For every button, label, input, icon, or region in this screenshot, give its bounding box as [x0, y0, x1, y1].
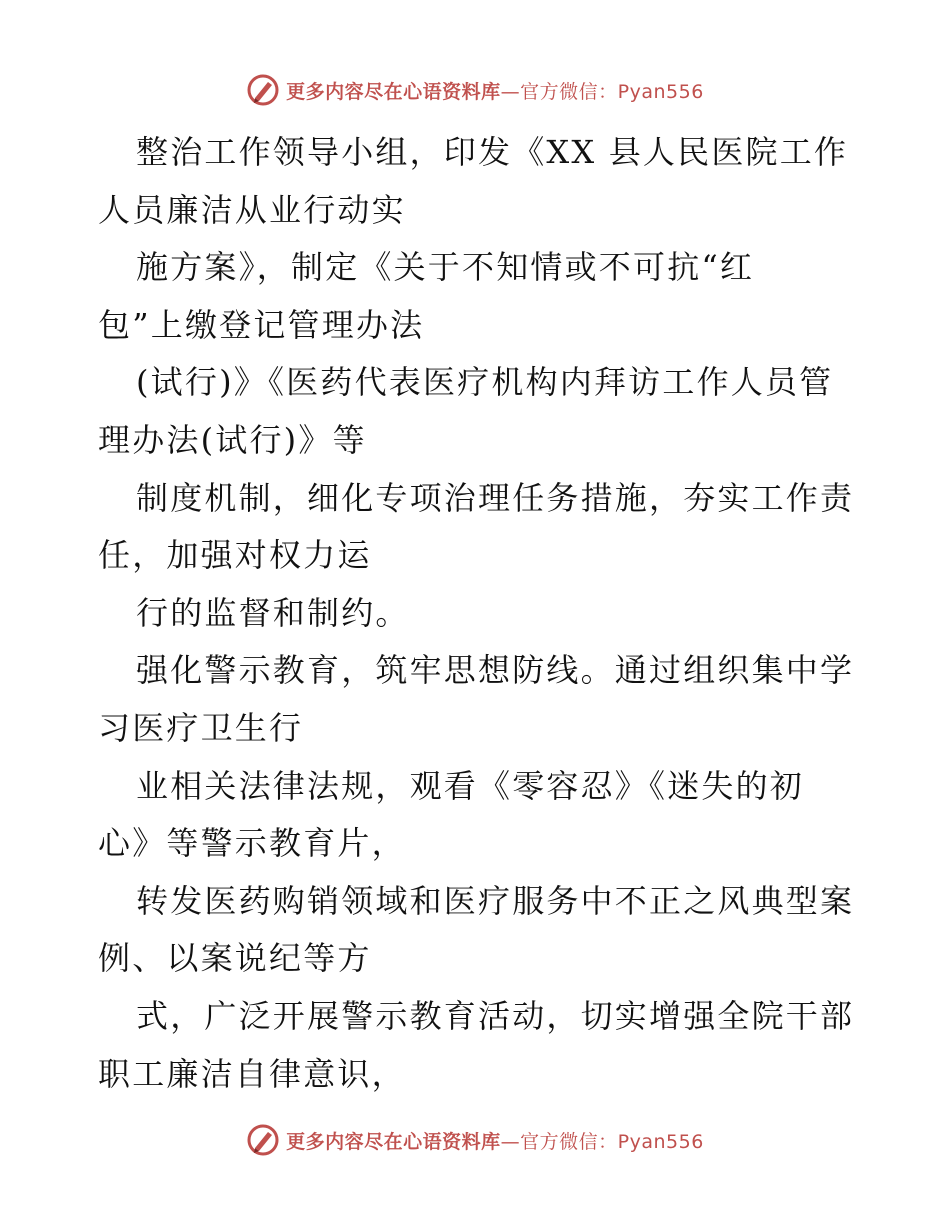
- body-line: 施方案》，制定《关于不知情或不可抗“红: [136, 248, 755, 287]
- pen-logo-icon: [246, 73, 280, 107]
- body-line: 例、以案说纪等方: [98, 939, 372, 978]
- body-line: 整治工作领导小组，印发《XX 县人民医院工作: [136, 133, 849, 171]
- body-line: 心》等警示教育片，: [98, 824, 406, 863]
- body-line: 人员廉洁从业行动实: [98, 190, 406, 229]
- header-banner-main: 更多内容尽在心语资料库: [286, 80, 501, 103]
- header-banner-text: [286, 77, 704, 104]
- footer-banner-main: 更多内容尽在心语资料库: [286, 1130, 501, 1153]
- footer-banner: [0, 1118, 950, 1162]
- body-line: (试行)》《医药代表医疗机构内拜访工作人员管: [136, 363, 834, 402]
- body-line: 强化警示教育，筑牢思想防线。通过组织集中学: [136, 651, 855, 690]
- body-line: 式，广泛开展警示教育活动，切实增强全院干部: [136, 996, 855, 1035]
- footer-banner-contact: —官方微信：Pyan556: [500, 1130, 704, 1153]
- header-banner: [0, 68, 950, 112]
- body-line: 制度机制，细化专项治理任务措施，夯实工作责: [136, 478, 855, 517]
- footer-banner-text: [286, 1127, 704, 1154]
- body-line: 职工廉洁自律意识，: [98, 1054, 406, 1093]
- document-body: [98, 124, 858, 1103]
- body-line: 习医疗卫生行: [98, 708, 304, 747]
- body-line: 业相关法律法规，观看《零容忍》《迷失的初: [136, 766, 805, 805]
- body-line: 包”上缴登记管理办法: [98, 305, 425, 344]
- pen-logo-icon: [246, 1123, 280, 1157]
- body-line: 理办法(试行)》等: [98, 420, 367, 459]
- header-banner-contact: —官方微信：Pyan556: [500, 80, 704, 103]
- body-line: 任，加强对权力运: [98, 536, 372, 575]
- body-line: 行的监督和制约。: [136, 593, 410, 632]
- body-line: 转发医药购销领域和医疗服务中不正之风典型案: [136, 881, 855, 920]
